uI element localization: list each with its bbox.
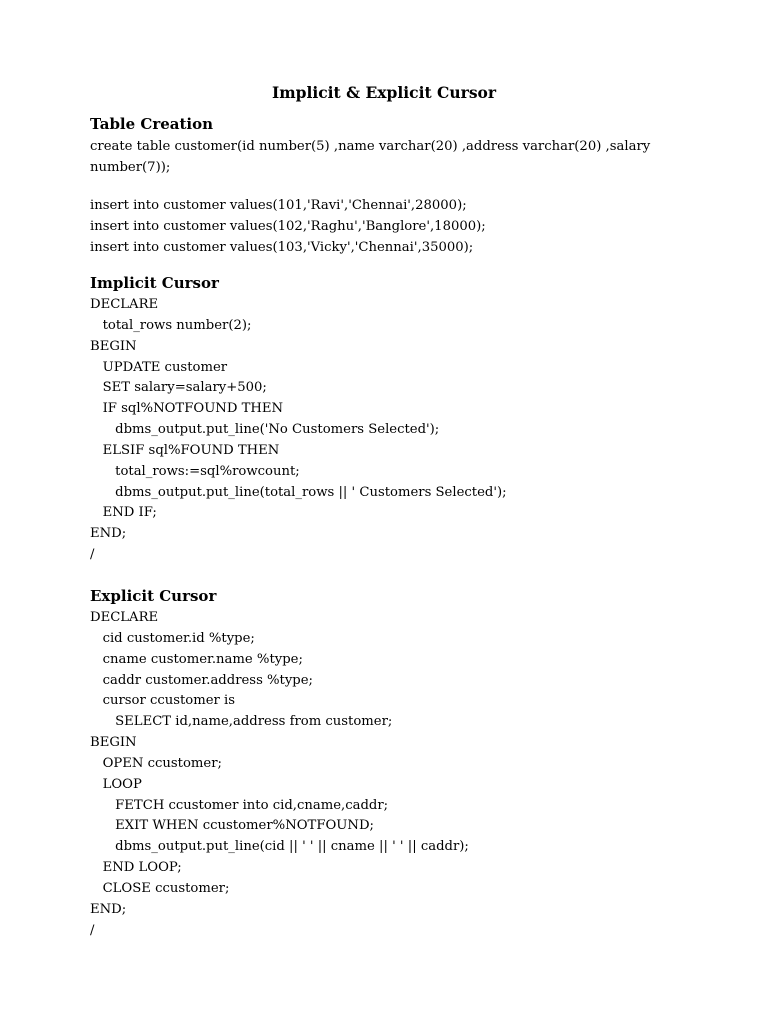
code-line: dbms_output.put_line(cid || ' ' || cname || ' ' || caddr); — [90, 839, 469, 855]
code-line: END LOOP; — [90, 860, 182, 876]
code-line: END IF; — [90, 505, 157, 521]
create-table-statement — [90, 136, 650, 178]
code-line: OPEN ccustomer; — [90, 755, 222, 771]
code-line: cname customer.name %type; — [90, 651, 303, 667]
code-line: UPDATE customer — [90, 359, 228, 375]
code-line: DECLARE — [90, 610, 159, 625]
document-title: Implicit & Explicit Cursor — [271, 83, 497, 102]
code-line: / — [90, 922, 95, 938]
explicit-cursor-code — [90, 608, 469, 942]
code-line: CLOSE ccustomer; — [90, 880, 230, 896]
code-line: total_rows:=sql%rowcount; — [90, 463, 300, 479]
table-creation-heading: Table Creation — [90, 115, 214, 133]
code-line: dbms_output.put_line(total_rows || ' Customers Selected'); — [90, 484, 507, 500]
code-line: cid customer.id %type; — [90, 630, 255, 646]
code-line: END; — [90, 901, 127, 917]
implicit-cursor-code — [90, 295, 507, 566]
code-line: BEGIN — [90, 735, 137, 751]
code-line: FETCH ccustomer into cid,cname,caddr; — [90, 797, 389, 813]
code-line: dbms_output.put_line('No Customers Selected'); — [90, 422, 440, 438]
insert-statements — [90, 196, 486, 259]
code-line: END; — [90, 526, 127, 542]
create-table-line-1: create table customer(id number(5) ,name varchar(20) ,address varchar(20) ,salary — [90, 139, 651, 154]
insert-line: insert into customer values(102,'Raghu','Banglore',18000); — [90, 218, 486, 234]
insert-line: insert into customer values(101,'Ravi','Chennai',28000); — [90, 198, 467, 213]
code-line: / — [90, 547, 95, 563]
code-line: SELECT id,name,address from customer; — [90, 714, 393, 730]
code-line: caddr customer.address %type; — [90, 672, 313, 688]
code-line: total_rows number(2); — [90, 317, 252, 333]
code-line: ELSIF sql%FOUND THEN — [90, 442, 280, 458]
implicit-cursor-heading: Implicit Cursor — [90, 274, 219, 292]
code-line: SET salary=salary+500; — [90, 380, 267, 396]
explicit-cursor-heading: Explicit Cursor — [90, 587, 217, 605]
code-line: LOOP — [90, 776, 142, 792]
code-line: DECLARE — [90, 297, 159, 312]
code-line: cursor ccustomer is — [90, 693, 236, 709]
create-table-line-2: number(7)); — [90, 160, 171, 175]
code-line: EXIT WHEN ccustomer%NOTFOUND; — [90, 818, 374, 834]
code-line: BEGIN — [90, 338, 137, 354]
insert-line: insert into customer values(103,'Vicky','Chennai',35000); — [90, 239, 474, 255]
code-line: IF sql%NOTFOUND THEN — [90, 401, 284, 417]
